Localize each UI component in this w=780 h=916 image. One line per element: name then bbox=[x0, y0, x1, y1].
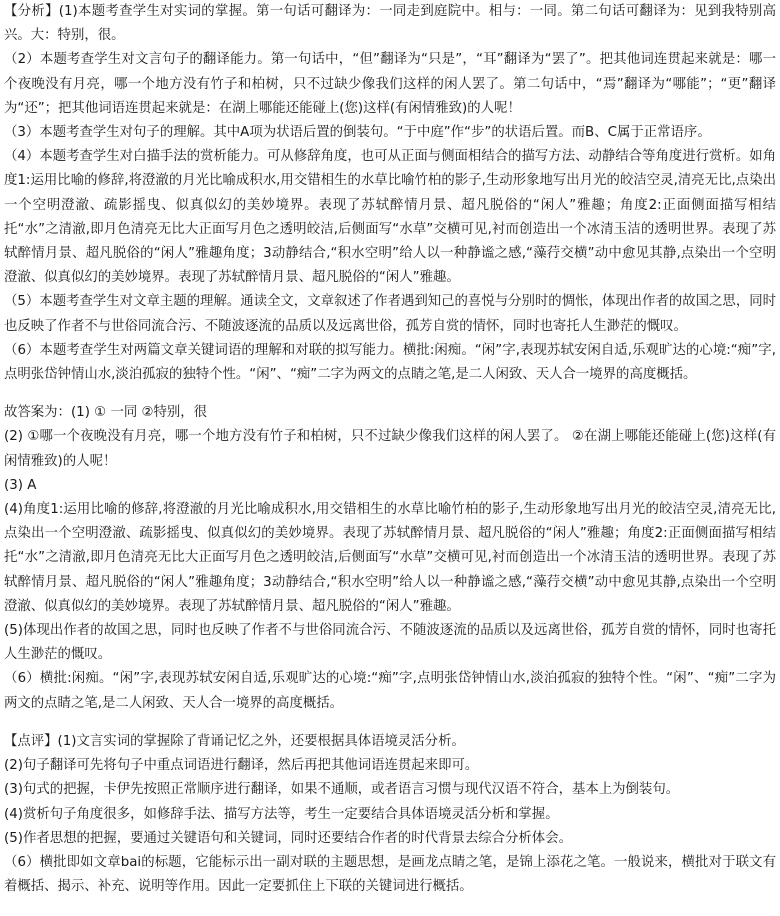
analysis-paragraph-5: （5）本题考查学生对文章主题的理解。通读全文，文章叙述了作者遇到知己的喜悦与分别时的惆怅，体现出作者的故国之思，同时也反映了作者不与世俗同流合污、不随波逐流的品质以及远离世俗，孤芳自赏的情怀，同时也寄托人生渺茫的慨叹。 bbox=[4, 294, 776, 334]
analysis-paragraph-4: （4）本题考查学生对白描手法的赏析能力。可从修辞角度，也可从正面与侧面相结合的描写方法、动静结合等角度进行赏析。如角度1:运用比喻的修辞,将澄澈的月光比喻成积水,用交错相生的水草比喻竹柏的影子,生动形象地写出月光的皎洁空灵,清亮无比,点染出一个空明澄澈、疏影摇曳、似真似幻的美妙境界。表现了苏轼醉情月景、超凡脱俗的“闲人”雅趣；角度2:正面侧面描写相结托“水”之清澈,即月色清亮无比大正面写月色之透明皎洁,后侧面写“水草”交横可见,衬而创造出一个冰清玉洁的透明世界。表现了苏轼醉情月景、超凡脱俗的“闲人”雅趣角度；3动静结合,“积水空明”给人以一种静谧之感,“藻荇交横”动中愈见其静,点染出一个空明澄澈、似真似幻的美妙境界。表现了苏轼醉情月景、超凡脱俗的“闲人”雅趣。 bbox=[4, 149, 776, 286]
analysis-paragraph-3: （3）本题考查学生对句子的理解。其中A项为状语后置的倒装句。“于中庭”作“步”的状语后置。而B、C属于正常语序。 bbox=[4, 125, 711, 141]
comment-paragraph-3: (3)句式的把握，卡伊先按照正常顺序进行翻译，如果不通顺，或者语言习惯与现代汉语不符合，基本上为倒装句。 bbox=[4, 782, 680, 798]
analysis-paragraph-1: 【分析】(1)本题考查学生对实词的掌握。第一句话可翻译为：一同走到庭院中。相与：一同。第二句话可翻译为：见到我特别高兴。大：特别，很。 bbox=[4, 4, 776, 44]
comment-paragraph-5: (5)作者思想的把握，要通过关键语句和关键词，同时还要结合作者的时代背景去综合分析体会。 bbox=[4, 830, 572, 846]
answer-paragraph-2: (2) ①哪一个夜晚没有月亮，哪一个地方没有竹子和柏树，只不过缺少像我们这样的闲人罢了。 ②在湖上哪能还能碰上(您)这样(有闲情雅致)的人呢！ bbox=[4, 429, 776, 469]
comment-paragraph-6: （6）横批即如文章bai的标题，它能标示出一副对联的主题思想，是画龙点睛之笔，是锦上添花之笔。一般说来，横批对于联文有着概括、揭示、补充、说明等作用。因此一定要抓住上下联的关键词进行概括。 bbox=[4, 854, 776, 895]
analysis-paragraph-6: （6）本题考查学生对两篇文章关键词语的理解和对联的拟写能力。横批:闲痴。“闲”字,表现苏轼安闲自适,乐观旷达的心境:“痴”字,点明张岱钟情山水,淡泊孤寂的独特个性。“闲”、“痴”二字为两文的点睛之笔,是二人闲致、天人合一境界的高度概括。 bbox=[4, 342, 776, 383]
answer-paragraph-6: （6）横批:闲痴。“闲”字,表现苏轼安闲自适,乐观旷达的心境:“痴”字,点明张岱钟情山水,淡泊孤寂的独特个性。“闲”、“痴”二字为两文的点睛之笔,是二人闲致、天人合一境界的高度概括。 bbox=[4, 671, 776, 711]
section-spacer bbox=[4, 387, 776, 401]
comment-paragraph-2: (2)句子翻译可先将句子中重点词语进行翻译，然后再把其他词语连贯起来即可。 bbox=[4, 758, 479, 774]
comment-section bbox=[4, 730, 776, 899]
answer-paragraph-1: 故答案为：(1) ① 一同 ②特别，很 bbox=[4, 405, 208, 421]
analysis-section bbox=[4, 0, 776, 387]
analysis-paragraph-2: （2）本题考查学生对文言句子的翻译能力。第一句话中，“但”翻译为“只是”，“耳”翻译为“罢了”。把其他词连贯起来就是：哪一个夜晚没有月亮，哪一个地方没有竹子和柏树，只不过缺少像我们这样的闲人罢了。第二句话中，“焉”翻译为“哪能”；“更”翻译为“还”；把其他词语连贯起来就是：在湖上哪能还能碰上(您)这样(有闲情雅致)的人呢！ bbox=[4, 52, 776, 116]
answer-paragraph-3: (3) A bbox=[4, 477, 37, 493]
comment-paragraph-1: 【点评】(1)文言实词的掌握除了背诵记忆之外，还要根据具体语境灵活分析。 bbox=[4, 733, 465, 749]
comment-paragraph-4: (4)赏析句子角度很多，如修辞手法、描写方法等，考生一定要结合具体语境灵活分析和掌握。 bbox=[4, 806, 559, 822]
answer-paragraph-5: (5)体现出作者的故国之思，同时也反映了作者不与世俗同流合污、不随波逐流的品质以及远离世俗，孤芳自赏的情怀，同时也寄托人生渺茫的慨叹。 bbox=[4, 623, 776, 663]
answer-section bbox=[4, 401, 776, 716]
section-spacer bbox=[4, 716, 776, 730]
answer-paragraph-4: (4)角度1:运用比喻的修辞,将澄澈的月光比喻成积水,用交错相生的水草比喻竹柏的影子,生动形象地写出月光的皎洁空灵,清亮无比,点染出一个空明澄澈、疏影摇曳、似真似幻的美妙境界。表现了苏轼醉情月景、超凡脱俗的“闲人”雅趣；角度2:正面侧面描写相结托“水”之清澈,即月色清亮无比大正面写月色之透明皎洁,后侧面写“水草”交横可见,衬而创造出一个冰清玉洁的透明世界。表现了苏轼醉情月景、超凡脱俗的“闲人”雅趣角度；3动静结合,“积水空明”给人以一种静谧之感,“藻荇交横”动中愈见其静,点染出一个空明澄澈、似真似幻的美妙境界。表现了苏轼醉情月景、超凡脱俗的“闲人”雅趣。 bbox=[4, 502, 776, 614]
